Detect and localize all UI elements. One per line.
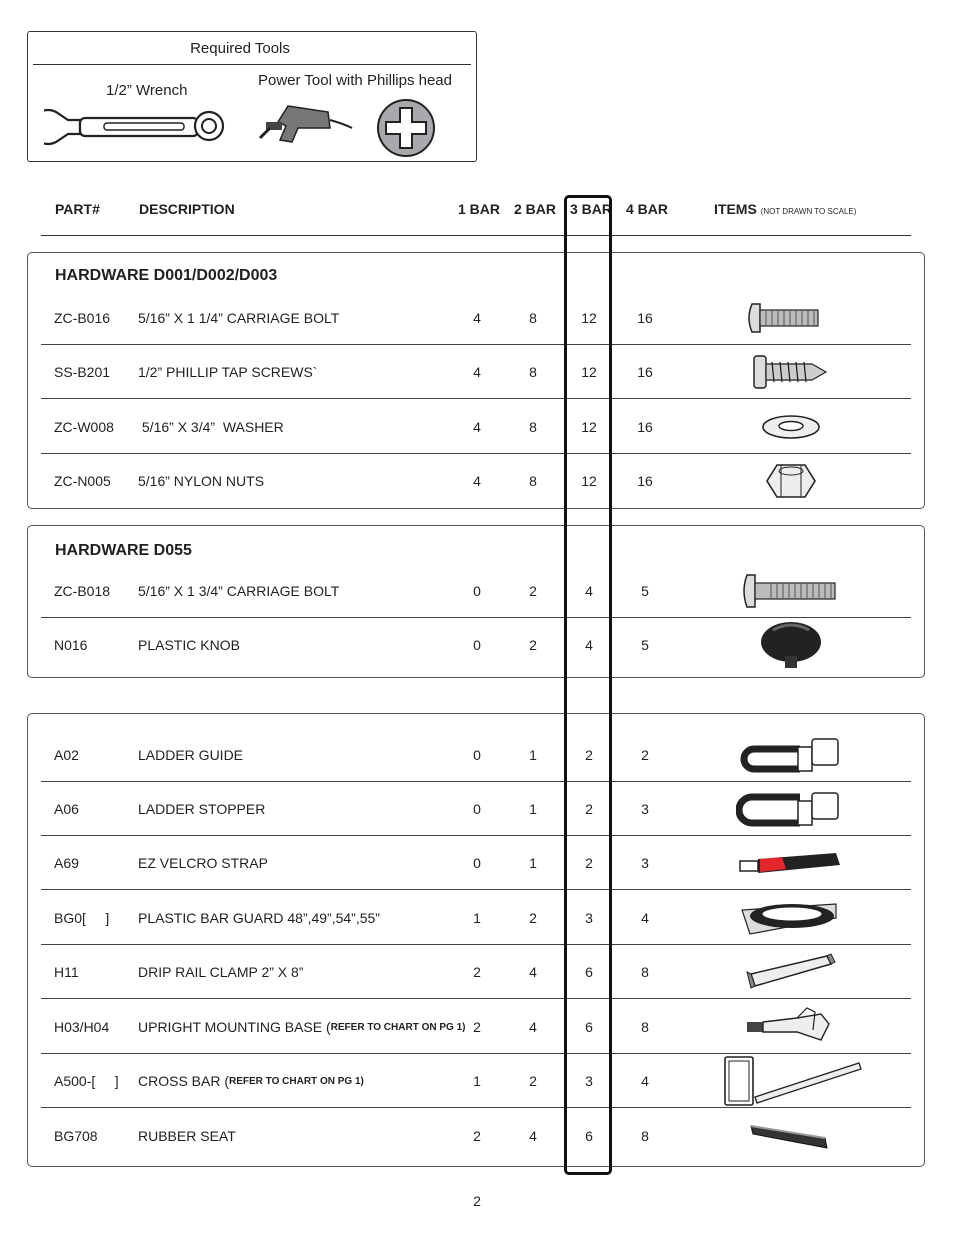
- qty-1-bar: 0: [473, 801, 481, 817]
- bar-guard-roll-icon: [721, 891, 861, 945]
- part-description: PLASTIC BAR GUARD 48”,49”,54”,55”: [138, 910, 380, 926]
- col-header-1-bar: 1 BAR: [458, 201, 501, 217]
- part-number: BG708: [54, 1128, 98, 1144]
- required-tools-box: [27, 31, 477, 162]
- col-header-description: DESCRIPTION: [139, 201, 235, 217]
- ladder-guide-icon: [721, 728, 861, 782]
- phillips-head-icon: [376, 98, 436, 158]
- part-description: DRIP RAIL CLAMP 2” X 8”: [138, 964, 304, 980]
- qty-1-bar: 0: [473, 855, 481, 871]
- qty-3-bar: 3: [585, 910, 593, 926]
- table-row: [41, 728, 911, 782]
- qty-1-bar: 4: [473, 310, 481, 326]
- part-number: H11: [54, 964, 79, 980]
- part-description: LADDER STOPPER: [138, 801, 266, 817]
- col-header-3-bar: 3 BAR: [570, 201, 613, 217]
- qty-3-bar: 12: [581, 419, 597, 435]
- part-number: A02: [54, 747, 79, 763]
- table-row: [41, 1109, 911, 1163]
- table-row: [41, 345, 911, 399]
- part-number: A69: [54, 855, 79, 871]
- part-number: ZC-W008: [54, 419, 114, 435]
- qty-4-bar: 16: [637, 473, 653, 489]
- qty-1-bar: 1: [473, 910, 481, 926]
- qty-2-bar: 2: [529, 637, 537, 653]
- qty-2-bar: 1: [529, 747, 537, 763]
- tap-screw-icon: [721, 345, 861, 399]
- part-description: 5/16” NYLON NUTS: [138, 473, 265, 489]
- velcro-strap-icon: [721, 836, 861, 890]
- qty-2-bar: 8: [529, 419, 537, 435]
- table-row: [41, 891, 911, 945]
- qty-2-bar: 4: [529, 1019, 537, 1035]
- col-header-part: PART#: [55, 201, 100, 217]
- tools-title: Required Tools: [190, 40, 290, 57]
- qty-3-bar: 12: [581, 473, 597, 489]
- qty-1-bar: 2: [473, 1019, 481, 1035]
- refer-note: REFER TO CHART ON PG 1): [330, 1021, 466, 1033]
- qty-1-bar: 1: [473, 1073, 481, 1089]
- table-row: [41, 836, 911, 890]
- qty-2-bar: 2: [529, 583, 537, 599]
- qty-2-bar: 1: [529, 855, 537, 871]
- part-description: 5/16” X 1 1/4” CARRIAGE BOLT: [138, 310, 340, 326]
- qty-4-bar: 8: [641, 964, 649, 980]
- refer-note: REFER TO CHART ON PG 1): [229, 1075, 364, 1087]
- qty-2-bar: 8: [529, 364, 537, 380]
- qty-2-bar: 8: [529, 310, 537, 326]
- qty-1-bar: 0: [473, 583, 481, 599]
- qty-2-bar: 8: [529, 473, 537, 489]
- washer-icon: [721, 400, 861, 454]
- carriage-bolt-long-icon: [721, 564, 861, 618]
- qty-3-bar: 12: [581, 310, 597, 326]
- part-number: H03/H04: [54, 1019, 110, 1035]
- three-bar-column-highlight: [564, 195, 612, 1175]
- qty-4-bar: 16: [637, 364, 653, 380]
- qty-3-bar: 2: [585, 747, 593, 763]
- qty-3-bar: 6: [585, 1128, 593, 1144]
- qty-4-bar: 8: [641, 1019, 649, 1035]
- group-title: HARDWARE D001/D002/D003: [55, 267, 278, 284]
- table-row: [41, 564, 911, 618]
- qty-4-bar: 8: [641, 1128, 649, 1144]
- group-title: HARDWARE D055: [55, 542, 192, 559]
- qty-4-bar: 4: [641, 1073, 649, 1089]
- power-drill-icon: [258, 98, 354, 154]
- part-number: N016: [54, 637, 88, 653]
- table-row: [41, 400, 911, 454]
- items-scale-note: (NOT DRAWN TO SCALE): [760, 207, 857, 216]
- part-description: LADDER GUIDE: [138, 747, 244, 763]
- tools-divider: [33, 64, 471, 65]
- plastic-knob-icon: [721, 618, 861, 672]
- col-header-2-bar: 2 BAR: [514, 201, 557, 217]
- qty-3-bar: 4: [585, 583, 593, 599]
- part-description: UPRIGHT MOUNTING BASE ( REFER TO CHART ON PG 1): [138, 1019, 466, 1035]
- table-row: [41, 1054, 911, 1108]
- part-description: EZ VELCRO STRAP: [138, 855, 268, 871]
- qty-3-bar: 3: [585, 1073, 593, 1089]
- part-description: 5/16” X 3/4” WASHER: [138, 419, 284, 435]
- part-description: PLASTIC KNOB: [138, 637, 240, 653]
- col-header-items: ITEMS (NOT DRAWN TO SCALE): [714, 201, 857, 217]
- part-number: ZC-B016: [54, 310, 111, 326]
- qty-1-bar: 4: [473, 473, 481, 489]
- qty-2-bar: 4: [529, 964, 537, 980]
- header-divider: [41, 235, 911, 236]
- qty-2-bar: 2: [529, 910, 537, 926]
- qty-4-bar: 5: [641, 583, 649, 599]
- qty-4-bar: 16: [637, 310, 653, 326]
- qty-4-bar: 4: [641, 910, 649, 926]
- part-number: SS-B201: [54, 364, 111, 380]
- qty-3-bar: 6: [585, 1019, 593, 1035]
- part-number: BG0[ ]: [54, 910, 110, 926]
- qty-3-bar: 12: [581, 364, 597, 380]
- qty-3-bar: 6: [585, 964, 593, 980]
- qty-1-bar: 0: [473, 747, 481, 763]
- part-number: A500-[ ]: [54, 1073, 119, 1089]
- qty-4-bar: 2: [641, 747, 649, 763]
- drip-rail-clamp-icon: [721, 945, 861, 999]
- power-tool-label: Power Tool with Phillips head: [258, 72, 452, 89]
- cross-bar-icon: [713, 1054, 873, 1108]
- carriage-bolt-short-icon: [721, 291, 861, 345]
- qty-1-bar: 4: [473, 364, 481, 380]
- page-number: 2: [473, 1193, 481, 1209]
- col-header-4-bar: 4 BAR: [626, 201, 669, 217]
- ladder-stopper-icon: [721, 782, 861, 836]
- qty-4-bar: 5: [641, 637, 649, 653]
- qty-2-bar: 4: [529, 1128, 537, 1144]
- rubber-seat-icon: [721, 1109, 861, 1163]
- qty-1-bar: 4: [473, 419, 481, 435]
- nylon-nut-icon: [721, 454, 861, 508]
- qty-4-bar: 3: [641, 801, 649, 817]
- qty-3-bar: 2: [585, 801, 593, 817]
- table-row: [41, 945, 911, 999]
- part-number: ZC-B018: [54, 583, 111, 599]
- part-description: 1/2” PHILLIP TAP SCREWS`: [138, 364, 318, 380]
- part-description: RUBBER SEAT: [138, 1128, 236, 1144]
- qty-1-bar: 2: [473, 1128, 481, 1144]
- mounting-base-icon: [721, 1000, 861, 1054]
- part-number: A06: [54, 801, 79, 817]
- qty-1-bar: 2: [473, 964, 481, 980]
- wrench-label: 1/2” Wrench: [106, 82, 188, 99]
- table-row: [41, 618, 911, 672]
- table-row: [41, 1000, 911, 1054]
- table-row: [41, 291, 911, 345]
- part-number: ZC-N005: [54, 473, 111, 489]
- qty-1-bar: 0: [473, 637, 481, 653]
- qty-3-bar: 2: [585, 855, 593, 871]
- qty-4-bar: 16: [637, 419, 653, 435]
- qty-2-bar: 2: [529, 1073, 537, 1089]
- qty-3-bar: 4: [585, 637, 593, 653]
- qty-2-bar: 1: [529, 801, 537, 817]
- part-description: CROSS BAR ( REFER TO CHART ON PG 1): [138, 1073, 364, 1089]
- qty-4-bar: 3: [641, 855, 649, 871]
- table-row: [41, 782, 911, 836]
- wrench-icon: [44, 104, 228, 150]
- table-row: [41, 454, 911, 508]
- part-description: 5/16” X 1 3/4” CARRIAGE BOLT: [138, 583, 340, 599]
